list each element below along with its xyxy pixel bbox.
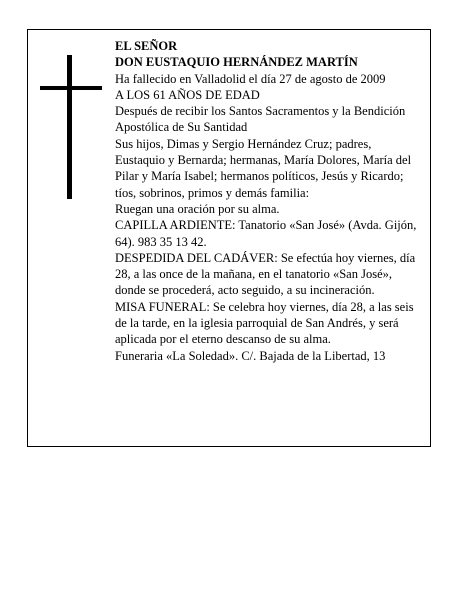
death-statement: Ha fallecido en Valladolid el día 27 de agosto de 2009: [115, 71, 386, 86]
cross-vertical-bar: [67, 55, 72, 199]
family-list: Sus hijos, Dimas y Sergio Hernández Cruz; padres, Eustaquio y Bernarda; hermanas, María Dolores, María del Pilar y María Isabel; hermanos políticos, Jesús y Ricardo; tíos, sobrinos, primos y demás familia:: [115, 136, 412, 200]
prayer-request: Ruegan una oración por su alma.: [115, 201, 280, 216]
deceased-title: EL SEÑOR: [115, 39, 178, 53]
cross-horizontal-bar: [40, 86, 102, 90]
age-statement: A LOS 61 AÑOS DE EDAD: [115, 87, 260, 102]
obituary-text: [115, 38, 420, 364]
funeral-mass-info: MISA FUNERAL: Se celebra hoy viernes, día 28, a las seis de la tarde, en la iglesia parroquial de San Andrés, y será aplicada por el eterno descanso de su alma.: [115, 299, 414, 347]
farewell-info: DESPEDIDA DEL CADÁVER: Se efectúa hoy viernes, día 28, a las once de la mañana, en el tanatorio «San José», donde se procederá, acto seguido, a su incineración.: [115, 250, 416, 298]
chapel-info: CAPILLA ARDIENTE: Tanatorio «San José» (Avda. Gijón, 64). 983 35 13 42.: [115, 218, 417, 249]
deceased-name: DON EUSTAQUIO HERNÁNDEZ MARTÍN: [115, 55, 358, 70]
funeral-home-info: Funeraria «La Soledad». C/. Bajada de la Libertad, 13: [115, 348, 386, 363]
sacraments-text: Después de recibir los Santos Sacramentos y la Bendición Apostólica de Su Santidad: [115, 104, 406, 135]
latin-cross-icon: [40, 55, 102, 199]
